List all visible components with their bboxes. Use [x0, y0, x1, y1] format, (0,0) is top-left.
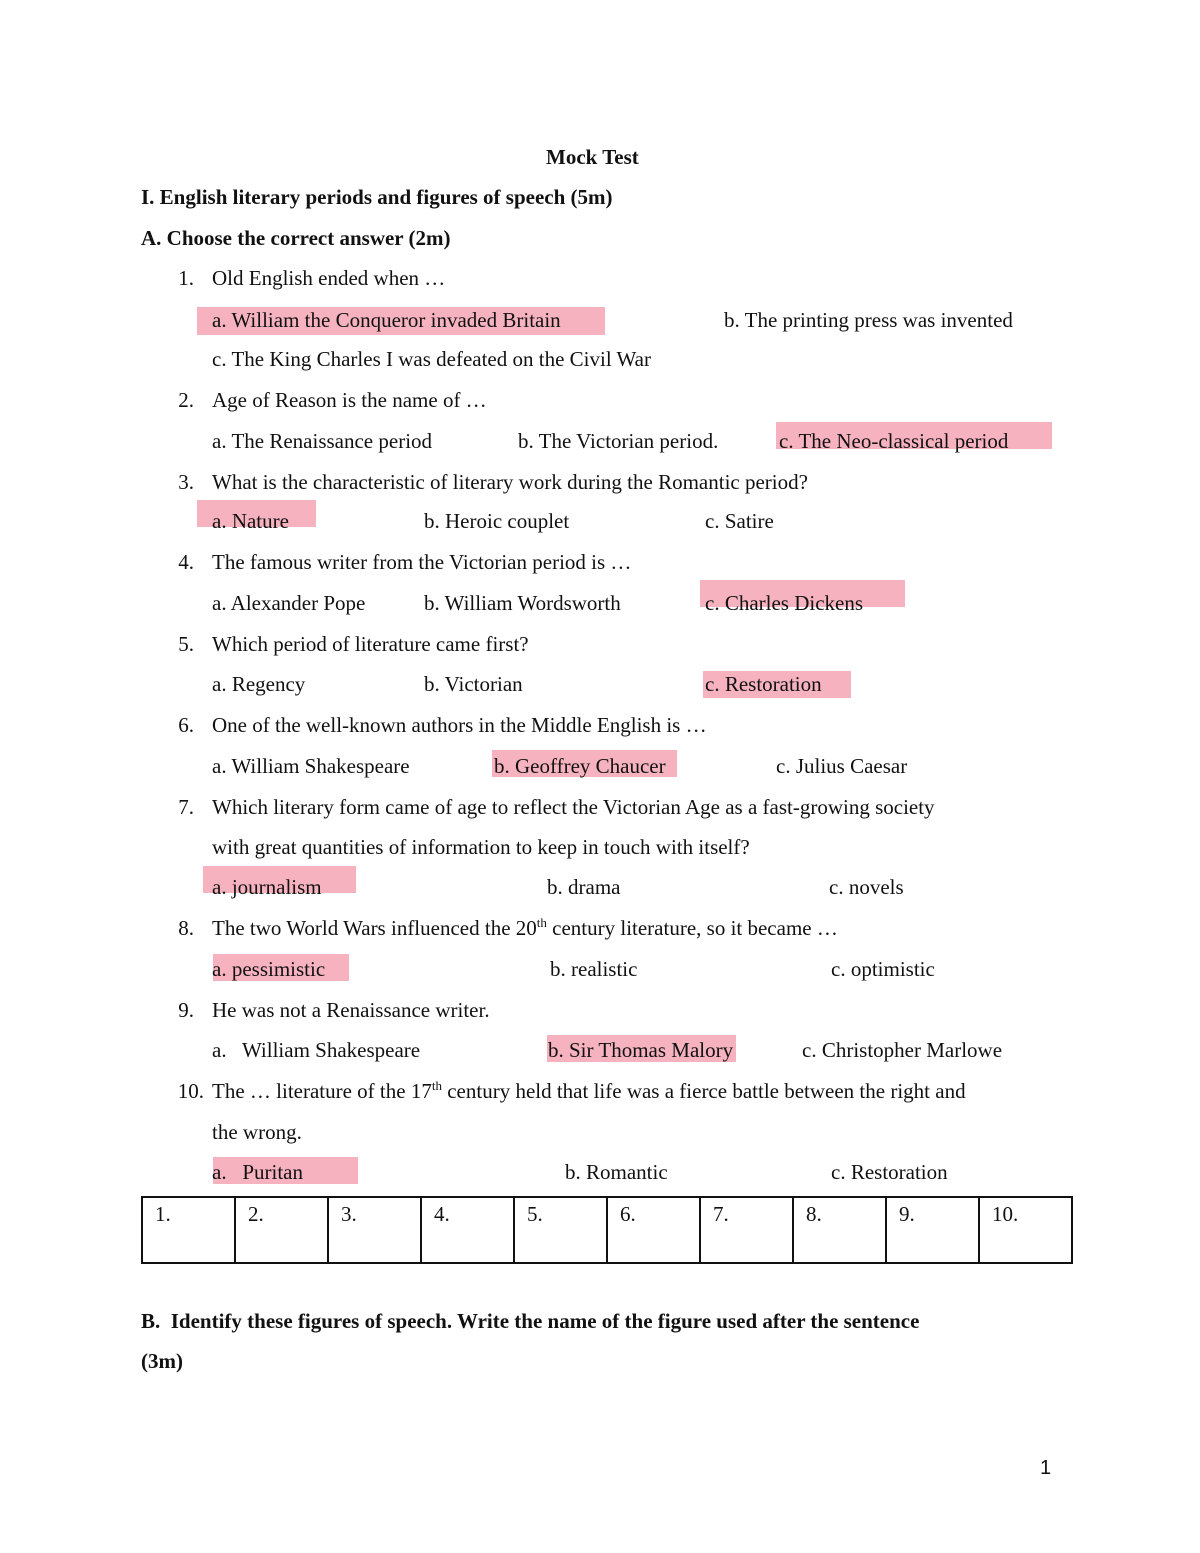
option-c: c. Satire	[705, 509, 774, 533]
option-c: c. Restoration	[831, 1160, 948, 1184]
question-text: Age of Reason is the name of …	[212, 388, 487, 412]
option-a: a. Puritan	[212, 1160, 303, 1184]
option-b: b. Victorian	[424, 672, 523, 696]
question-number: 8.	[178, 916, 194, 940]
question-text: Which period of literature came first?	[212, 632, 529, 656]
answer-cell-5[interactable]: 5.	[514, 1197, 607, 1263]
option-a: a. William the Conqueror invaded Britain	[212, 308, 561, 332]
option-b: b. Heroic couplet	[424, 509, 570, 533]
question-text: The two World Wars influenced the 20th century literature, so it became …	[212, 915, 838, 940]
question-text: He was not a Renaissance writer.	[212, 998, 490, 1022]
question-text: Old English ended when …	[212, 266, 446, 290]
option-c: c. Charles Dickens	[705, 591, 864, 615]
part-b-heading: B. Identify these figures of speech. Write the name of the figure used after the sentence	[141, 1309, 920, 1333]
option-c: c. Restoration	[705, 672, 822, 696]
option-b: b. William Wordsworth	[424, 591, 621, 615]
option-a: a. Nature	[212, 509, 289, 533]
question-number: 6.	[178, 713, 194, 737]
question-number: 9.	[178, 998, 194, 1022]
question-number: 4.	[178, 550, 194, 574]
option-a: a. journalism	[212, 875, 322, 899]
answer-cell-1[interactable]: 1.	[142, 1197, 235, 1263]
question-number: 5.	[178, 632, 194, 656]
answer-cell-8[interactable]: 8.	[793, 1197, 886, 1263]
page-number: 1	[1040, 1457, 1052, 1479]
section-heading: I. English literary periods and figures of speech (5m)	[141, 185, 613, 209]
option-a: a. pessimistic	[212, 957, 326, 981]
part-b-heading-continued: (3m)	[141, 1349, 183, 1373]
answer-table	[141, 1196, 1073, 1264]
option-c: c. Julius Caesar	[776, 754, 908, 778]
question-number: 7.	[178, 795, 194, 819]
question-number: 10.	[177, 1079, 204, 1103]
option-b: b. The printing press was invented	[724, 308, 1013, 332]
option-b: b. Geoffrey Chaucer	[494, 754, 666, 778]
question-text: The famous writer from the Victorian period is …	[212, 550, 632, 574]
option-c: c. novels	[829, 875, 904, 899]
answer-cell-9[interactable]: 9.	[886, 1197, 979, 1263]
answer-cell-2[interactable]: 2.	[235, 1197, 328, 1263]
question-text: The … literature of the 17th century held that life was a fierce battle between the right and	[212, 1078, 966, 1103]
option-a: a. Regency	[212, 672, 306, 696]
question-number: 1.	[178, 266, 194, 290]
option-a: a. The Renaissance period	[212, 429, 433, 453]
question-text: What is the characteristic of literary work during the Romantic period?	[212, 470, 808, 494]
option-b: b. Sir Thomas Malory	[548, 1038, 734, 1062]
answer-cell-3[interactable]: 3.	[328, 1197, 421, 1263]
answer-cell-4[interactable]: 4.	[421, 1197, 514, 1263]
option-a: a. Alexander Pope	[212, 591, 366, 615]
option-c: c. The Neo-classical period	[779, 429, 1009, 453]
option-c: c. optimistic	[831, 957, 935, 981]
option-c: c. The King Charles I was defeated on the Civil War	[212, 347, 651, 371]
option-b: b. realistic	[550, 957, 638, 981]
answer-cell-6[interactable]: 6.	[607, 1197, 700, 1263]
answer-cell-7[interactable]: 7.	[700, 1197, 793, 1263]
option-a: a. William Shakespeare	[212, 1038, 421, 1062]
question-text: Which literary form came of age to reflect the Victorian Age as a fast-growing society	[212, 795, 935, 819]
option-b: b. The Victorian period.	[518, 429, 719, 453]
part-a-heading: A. Choose the correct answer (2m)	[141, 226, 451, 250]
option-b: b. drama	[547, 875, 621, 899]
page-title: Mock Test	[546, 145, 639, 169]
answer-cell-10[interactable]: 10.	[979, 1197, 1072, 1263]
question-number: 2.	[178, 388, 194, 412]
question-text-continued: with great quantities of information to keep in touch with itself?	[212, 835, 750, 859]
question-text-continued: the wrong.	[212, 1120, 302, 1144]
question-number: 3.	[178, 470, 194, 494]
table-row	[142, 1197, 1072, 1263]
option-c: c. Christopher Marlowe	[802, 1038, 1003, 1062]
option-b: b. Romantic	[565, 1160, 668, 1184]
option-a: a. William Shakespeare	[212, 754, 410, 778]
question-text: One of the well-known authors in the Middle English is …	[212, 713, 707, 737]
